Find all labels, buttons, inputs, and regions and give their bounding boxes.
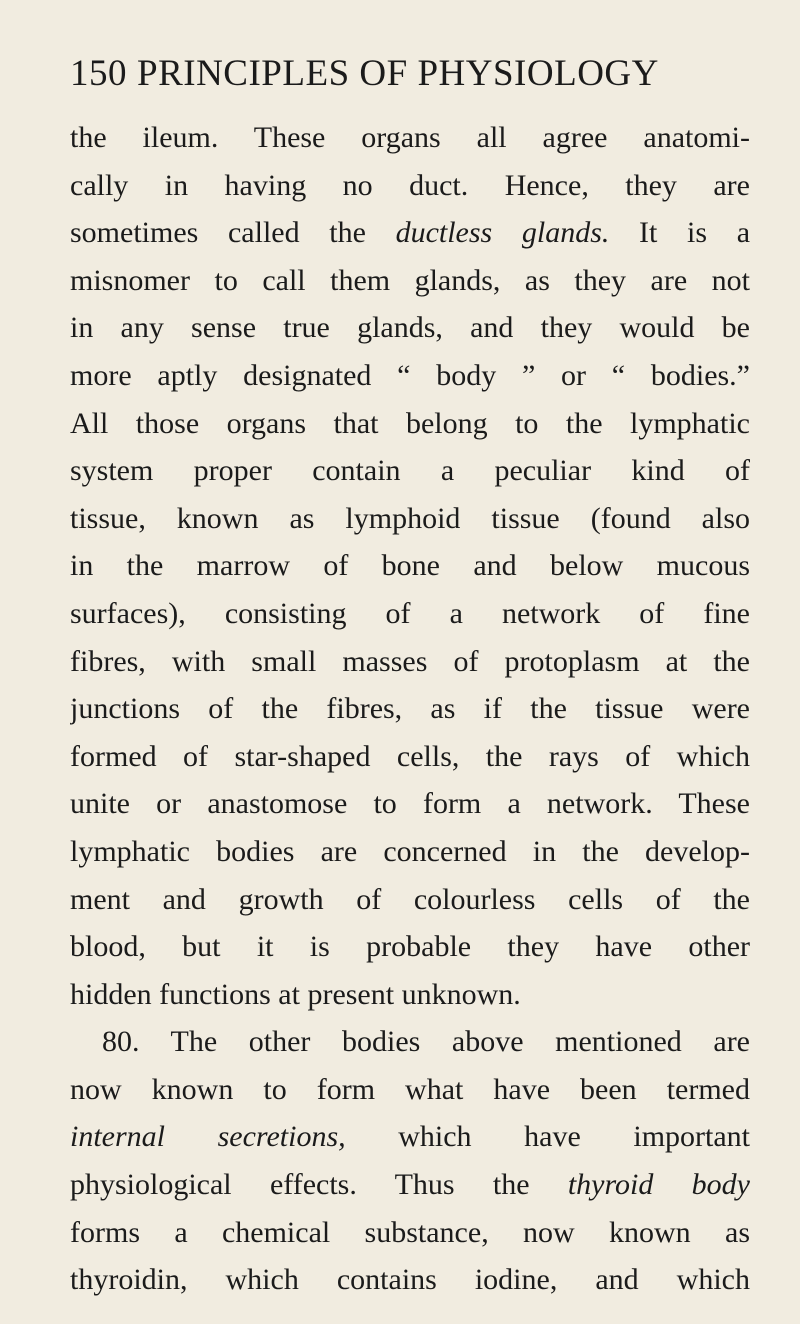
text-line: junctions of the fibres, as if the tissue were: [70, 692, 750, 726]
text-line: formed of star-shaped cells, the rays of which: [70, 739, 750, 773]
running-title: PRINCIPLES OF PHYSIOLOGY: [137, 53, 659, 94]
text-line: hidden functions at present unknown.: [70, 977, 521, 1011]
body-text: [70, 114, 750, 1304]
running-head: [70, 52, 750, 96]
text-line: All those organs that belong to the lymphatic: [70, 406, 750, 440]
text-line: thyroidin, which contains iodine, and which: [70, 1263, 750, 1297]
text-line: blood, but it is probable they have other: [70, 930, 750, 964]
italic-term: ductless glands.: [395, 216, 610, 250]
text-line: now known to form what have been termed: [70, 1072, 750, 1106]
text-line: surfaces), consisting of a network of fine: [70, 596, 750, 630]
text-line: forms a chemical substance, now known as: [70, 1215, 750, 1249]
text-line: misnomer to call them glands, as they are not: [70, 263, 750, 297]
text-line: ment and growth of colourless cells of the: [70, 882, 750, 916]
text-line: in the marrow of bone and below mucous: [70, 549, 750, 583]
text-line: [70, 1113, 750, 1161]
text-line: the ileum. These organs all agree anatomi-: [70, 121, 750, 154]
text-line: tissue, known as lymphoid tissue (found also: [70, 501, 750, 535]
text-line: unite or anastomose to form a network. These: [70, 787, 750, 821]
italic-term: thyroid body: [567, 1168, 750, 1202]
text-line: [70, 1161, 750, 1209]
text-segment: physiological effects. Thus the: [70, 1168, 568, 1202]
text-segment: which have important: [345, 1120, 750, 1154]
text-line: [70, 209, 750, 257]
text-line: 80. The other bodies above mentioned are: [102, 1025, 750, 1059]
text-segment: It is a: [609, 216, 750, 250]
text-line: cally in having no duct. Hence, they are: [70, 168, 750, 202]
text-line: lymphatic bodies are concerned in the develop-: [70, 834, 750, 868]
italic-term: internal secretions,: [70, 1120, 346, 1154]
text-line: in any sense true glands, and they would be: [70, 311, 750, 345]
text-line: more aptly designated “ body ” or “ bodies.”: [70, 358, 750, 392]
text-line: system proper contain a peculiar kind of: [70, 454, 750, 488]
text-line: fibres, with small masses of protoplasm at the: [70, 644, 750, 678]
page-number: 150: [70, 53, 127, 94]
text-segment: sometimes called the: [70, 216, 396, 250]
